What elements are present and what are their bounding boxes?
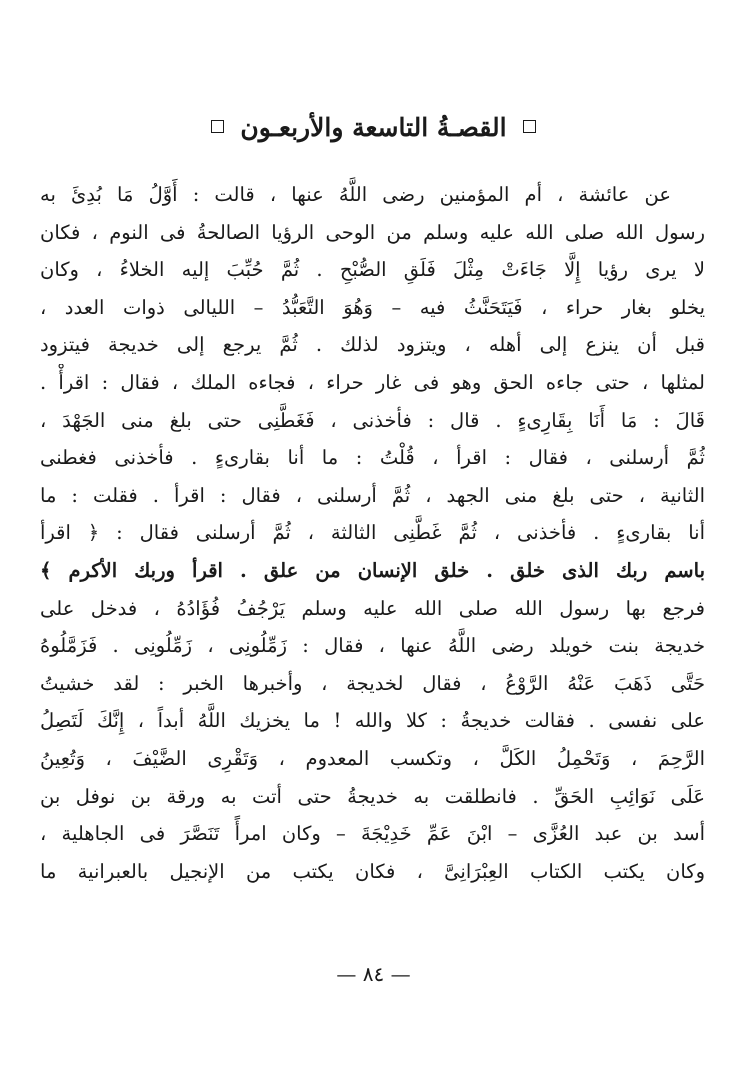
title-marker-left — [211, 120, 224, 133]
text-line-2: رسول الله صلى الله عليه وسلم من الوحى الرؤيا الصالحةُ فى النوم ، فكان — [40, 220, 705, 244]
quran-verse-line: باسم ربك الذى خلق . خلق الإنسان من علق . اقرأ وربك الأكرم ﴾ — [40, 558, 705, 582]
text-line-4: يخلو بغار حراء ، فَيَتَحَنَّثُ فيه – وَهُوَ التَّعَبُّدُ – الليالى ذوات العدد ، — [40, 295, 705, 319]
text-line-17: عَلَى نَوَائِبِ الحَقِّ . فانطلقت به خديجةُ حتى أتت به ورقة بن نوفل بن — [40, 784, 705, 808]
text-line-5: قبل أن ينزع إلى أهله ، ويتزود لذلك . ثُمَّ يرجع إلى خديجة فيتزود — [40, 333, 705, 357]
story-body — [40, 176, 705, 890]
title-marker-right — [523, 120, 536, 133]
text-line-9: الثانية ، حتى بلغ منى الجهد ، ثُمَّ أرسلنى ، فقال : اقرأ . فقلت : ما — [40, 483, 705, 507]
text-line-10: أنا بقارىءٍ . فأخذنى ، ثُمَّ غَطَّنِى الثالثة ، ثُمَّ أرسلنى فقال : ﴿ اقرأ — [40, 521, 705, 545]
text-line-8: ثُمَّ أرسلنى ، فقال : اقرأ ، قُلْتُ : ما أنا بقارىءٍ . فأخذنى فغطنى — [40, 446, 705, 470]
text-line-12: فرجع بها رسول الله صلى الله عليه وسلم يَرْجُفُ فُؤَادُهُ ، فدخل على — [40, 596, 705, 620]
text-line-13: خديجة بنت خويلد رضى اللَّهُ عنها ، فقال : زَمِّلُونِى ، زَمِّلُونِى . فَزَمَّلُوهُ — [40, 634, 705, 658]
story-title — [0, 108, 747, 148]
text-line-15: على نفسى . فقالت خديجةُ : كلا والله ! ما يخزيك اللَّهُ أبداً ، إِنَّكَ لَتَصِلُ — [40, 709, 705, 733]
text-line-18: أسد بن عبد العُزَّى – ابْنَ عَمِّ خَدِيْجَةَ – وكان امرأً تَنَصَّرَ فى الجاهلية ، — [40, 822, 705, 846]
text-line-7: قَالَ : مَا أَنَا بِقَارِىءٍ . قال : فأخذنى ، فَغَطَّنِى حتى بلغ منى الجَهْدَ ، — [40, 408, 705, 432]
page-number: — ٨٤ — — [336, 962, 411, 986]
text-line-16: الرَّحِمَ ، وَتَحْمِلُ الكَلَّ ، وتكسب المعدوم ، وَتَقْرِى الضَّيْفَ ، وَتُعِينُ — [40, 746, 705, 770]
title-text: القصـةُ التاسعة والأربعـون — [240, 113, 507, 142]
text-line-14: حَتَّى ذَهَبَ عَنْهُ الرَّوْعُ ، فقال لخديجة ، وأخبرها الخبر : لقد خشيتُ — [40, 671, 705, 695]
text-line-6: لمثلها ، حتى جاءه الحق وهو فى غار حراء ، فجاءه الملك ، فقال : اقرأْ . — [40, 370, 705, 394]
text-line-19: وكان يكتب الكتاب العِبْرَانِىَّ ، فكان يكتب من الإنجيل بالعبرانية ما — [40, 859, 705, 883]
text-line-3: لا يرى رؤيا إِلَّا جَاءَتْ مِثْلَ فَلَقِ الصُّبْحِ . ثُمَّ حُبِّبَ إليه الخلاءُ ، وكان — [40, 258, 705, 282]
text-line-1: عن عائشة ، أم المؤمنين رضى اللَّهُ عنها ، قالت : أَوَّلُ مَا بُدِئَ به — [40, 183, 671, 206]
